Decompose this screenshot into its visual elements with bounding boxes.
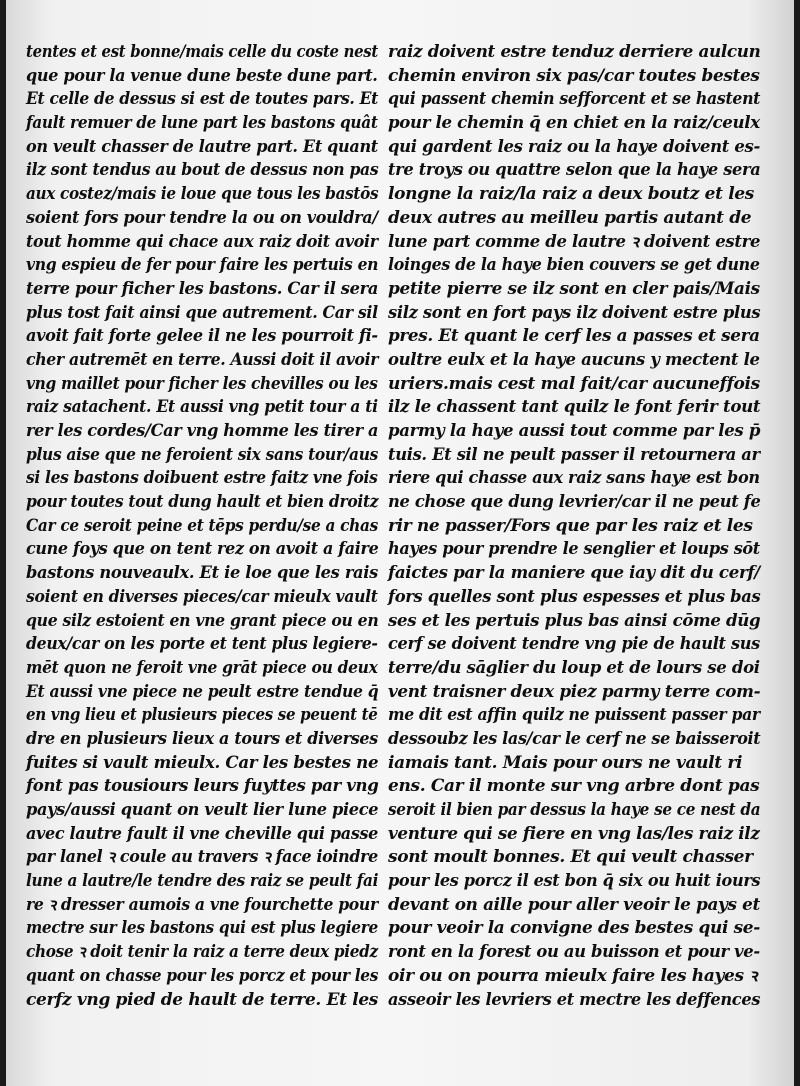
text-line: soient fors pour tendre la ou on vouldra/ [26,207,378,228]
text-line: ses et les pertuis plus bas ainsi cōme dūg [388,610,761,631]
text-line: pour veoir la convigne des bestes qui se- [388,918,760,939]
text-line: asseoir les levriers et mectre les deffences [388,989,761,1010]
text-line: rer les cordes/Car vng homme les tirer a [26,421,379,441]
text-line: par lanel ꝛ coule au travers ꝛ face ioindre [26,847,378,868]
text-line: que silz estoient en vne grant piece ou en [26,610,379,631]
text-line: bastons nouveaulx. Et ie loe que les rais [26,563,378,584]
text-line: vng maillet pour ficher les chevilles ou les [26,373,378,394]
text-line: qui gardent les raiz ou la haye doivent es- [388,136,760,157]
text-line: raiz doivent estre tenduz derriere aulcun [388,42,761,62]
text-line: on veult chasser de lautre part. Et quant [26,136,378,157]
text-line: sont moult bonnes. Et qui veult chasser [388,847,753,868]
text-line: oultre eulx et la haye aucuns y mectent le [388,349,760,370]
text-line: petite pierre se ilz sont en cler pais/Mais [388,278,760,299]
text-line: fuites si vault mieulx. Car les bestes ne [26,752,379,773]
text-line: ens. Car il monte sur vng arbre dont pas [388,776,760,797]
text-line: venture qui se fiere en vng las/les raiz ilz [388,823,760,844]
text-line: font pas tousiours leurs fuyttes par vng [26,776,379,797]
text-line: me dit est affin quilz ne puissent passer par [388,705,760,726]
text-line: oir ou on pourra mieulx faire les hayes ꝛ [388,965,757,986]
text-line: raiz satachent. Et aussi vng petit tour a ti [26,397,378,418]
text-line: mēt quon ne feroit vne grāt piece ou deux [26,657,378,678]
text-line: hayes pour prendre le senglier et loups sōt [388,539,760,560]
text-line: en vng lieu et plusieurs pieces se peuent tē [26,705,378,726]
text-line: cher autremēt en terre. Aussi doit il avoir [26,349,379,370]
text-line: mectre sur les bastons qui est plus legiere [26,918,378,939]
text-line: tre troys ou quattre selon que la haye sera [388,160,761,181]
text-line: dessoubz les las/car le cerf ne se baisseroit [388,728,761,749]
text-line: ne chose que dung levrier/car il ne peut fe [388,492,761,513]
text-line: cerf se doivent tendre vng pie de hault sus [388,634,760,655]
text-line: ilz sont tendus au bout de dessus non pas [26,160,379,181]
text-line: cune foys que on tent rez on avoit a faire [26,539,379,560]
text-line: lune a lautre/le tendre des raiz se peult fai [26,871,379,892]
text-line: fors quelles sont plus espesses et plus bas [388,586,761,607]
text-line: si les bastons doibuent estre faitz vne fois [26,468,378,489]
text-line: re ꝛ dresser aumois a vne fourchette pour [26,894,378,915]
text-line: Et aussi vne piece ne peult estre tendue q̄ [26,681,379,702]
text-line: ront en la forest ou au buisson et pour ve- [388,942,760,963]
text-line: quant on chasse pour les porcz et pour les [26,965,379,986]
text-line: dre en plusieurs lieux a tours et diverses [26,728,378,749]
text-line: terre/du sāglier du loup et de lours se doi [388,657,760,678]
text-line: pour les porcz il est bon q̄ six ou huit iours [388,871,761,892]
text-line: tentes et est bonne/mais celle du coste nest [26,42,378,62]
text-line: avoit fait forte gelee il ne les pourroit fi- [26,326,378,347]
text-line: pres. Et quant le cerf les a passes et sera [388,326,760,347]
text-line: Car ce seroit peine et tēps perdu/se a chas [26,515,378,536]
text-line: chose ꝛ doit tenir la raiz a terre deux piedz [26,942,378,963]
text-line: plus tost fait ainsi que autrement. Car sil [26,302,378,323]
text-line: rir ne passer/Fors que par les raiz et les [388,515,753,536]
text-line: vng espieu de fer pour faire les pertuis en [26,255,379,276]
text-line: terre pour ficher les bastons. Car il sera [26,278,379,299]
text-line: plus aise que ne feroient six sans tour/aus [26,444,379,465]
text-line: uriers.mais cest mal fait/car aucuneffois [388,373,760,394]
text-line: Et celle de dessus si est de toutes pars. Et [26,89,378,110]
text-line: chemin environ six pas/car toutes bestes [388,65,760,86]
text-line: avec lautre fault il vne cheville qui passe [26,823,379,844]
text-line: deux/car on les porte et tent plus legiere- [26,634,378,655]
right-text-column [388,41,760,1012]
text-line: longne la raiz/la raiz a deux boutz et les [388,184,755,205]
text-line: aux costez/mais ie loue que tous les bastōs [26,184,379,205]
text-line: silz sont en fort pays ilz doivent estre plus [388,302,761,323]
text-line: cerfz vng pied de hault de terre. Et les [26,989,379,1010]
text-line: deux autres au meilleu partis autant de [388,207,752,228]
text-line: tuis. Et sil ne peult passer il retournera ar [388,444,760,465]
text-line: ilz le chassent tant quilz le font ferir tout [388,397,761,418]
text-line: faictes par la maniere que iay dit du cerf/ [388,563,760,584]
text-line: soient en diverses pieces/car mieulx vault [26,586,378,607]
text-line: qui passent chemin sefforcent et se hastent [388,89,761,110]
text-line: iamais tant. Mais pour ours ne vault ri [388,752,743,773]
text-line: lune part comme de lautre ꝛ doivent estre [388,231,761,252]
text-line: que pour la venue dune beste dune part. [26,65,378,86]
book-page [6,0,794,1086]
left-text-column [26,41,378,1012]
text-line: pour toutes tout dung hault et bien droitz [26,492,379,513]
text-line: riere qui chasse aux raiz sans haye est bon [388,468,760,489]
text-line: pour le chemin q̄ en chiet en la raiz/ceulx [388,113,760,134]
text-line: loinges de la haye bien couvers se get dune [388,255,760,276]
text-line: parmy la haye aussi tout comme par les p̄ [388,421,761,441]
text-line: pays/aussi quant on veult lier lune piece [26,800,379,820]
text-line: fault remuer de lune part les bastons quât [26,113,378,134]
text-line: tout homme qui chace aux raiz doit avoir [26,231,378,252]
text-line: seroit il bien par dessus la haye se ce nest da [388,800,761,820]
text-line: devant on aille pour aller veoir le pays et [388,894,760,915]
text-line: vent traisner deux piez parmy terre com- [388,681,761,702]
